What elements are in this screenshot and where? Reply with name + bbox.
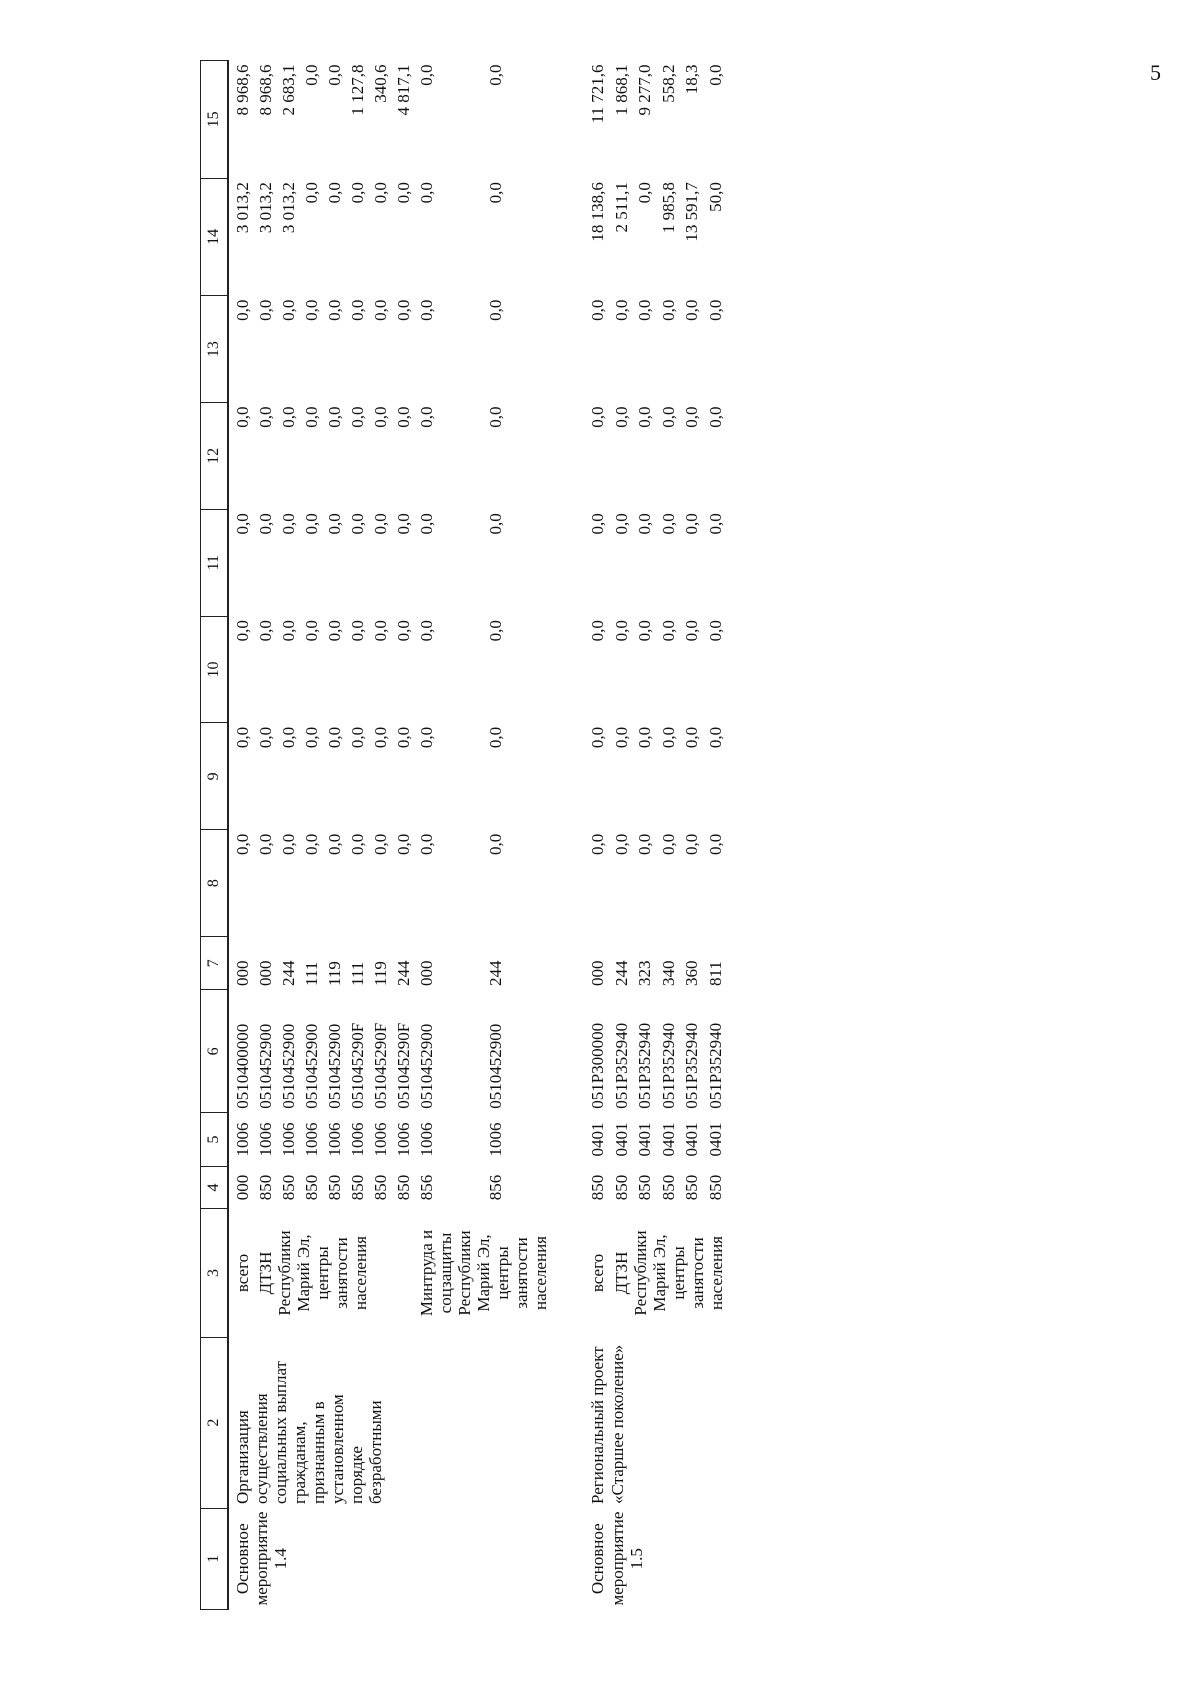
table-cell-col4: 000 bbox=[233, 1174, 252, 1201]
table-cell-col7: 811 bbox=[706, 961, 725, 986]
table-cell-col12: 0,0 bbox=[371, 406, 391, 428]
table-cell-col15: 558,2 bbox=[658, 64, 678, 103]
table-cell-col9: 0,0 bbox=[682, 726, 702, 749]
table-cell-col13: 0,0 bbox=[485, 299, 505, 321]
table-cell-col6: 0510452900 bbox=[417, 1023, 437, 1109]
table-cell-col14: 0,0 bbox=[394, 182, 414, 204]
table-cell-col11: 0,0 bbox=[706, 513, 725, 535]
table-cell-col13: 0,0 bbox=[325, 299, 345, 321]
table-cell-col10: 0,0 bbox=[682, 620, 702, 642]
table-cell-col12: 0,0 bbox=[706, 406, 725, 428]
table-cell-col7: 244 bbox=[485, 960, 505, 986]
table-cell-col14: 3 013,2 bbox=[279, 182, 299, 234]
table-cell-col5: 0401 bbox=[611, 1122, 631, 1157]
table-cell-col9: 0,0 bbox=[371, 726, 391, 749]
column-header-13: 13 bbox=[201, 296, 229, 403]
table-cell-col4: 850 bbox=[611, 1174, 631, 1201]
table-cell-col14: 0,0 bbox=[371, 182, 391, 204]
table-cell-col11: 0,0 bbox=[485, 513, 505, 535]
table-cell-col8: 0,0 bbox=[302, 833, 322, 855]
header-row bbox=[201, 61, 229, 1610]
table-cell-col11: 0,0 bbox=[658, 513, 678, 535]
table-cell-col12: 0,0 bbox=[394, 406, 414, 428]
table-cell-col5: 1006 bbox=[302, 1122, 322, 1157]
table-cell-col12: 0,0 bbox=[485, 406, 505, 428]
table-cell-col9: 0,0 bbox=[611, 726, 631, 749]
page-number: 5 bbox=[1150, 60, 1161, 85]
column-header-7: 7 bbox=[201, 937, 229, 990]
table-cell-col6: 051045290F bbox=[348, 1022, 368, 1109]
table-cell-col4: 850 bbox=[348, 1174, 368, 1201]
table-cell-col9: 0,0 bbox=[279, 726, 299, 749]
table-cell-col15: 0,0 bbox=[325, 64, 345, 86]
table-cell-col14: 0,0 bbox=[302, 182, 322, 204]
table-cell-col11: 0,0 bbox=[348, 513, 368, 535]
section-separator bbox=[550, 61, 584, 1610]
table-row bbox=[228, 61, 252, 1610]
table-body bbox=[228, 61, 726, 1610]
table-cell-col6: 0510400000 bbox=[233, 1023, 252, 1109]
table-cell-col7: 119 bbox=[325, 961, 345, 986]
column-header-14: 14 bbox=[201, 178, 229, 296]
table-cell-col5: 1006 bbox=[233, 1122, 252, 1157]
table-cell-col15: 4 817,1 bbox=[394, 64, 414, 116]
table-cell-col11: 0,0 bbox=[325, 513, 345, 535]
table-cell-col9: 0,0 bbox=[302, 726, 322, 749]
table-cell-col9: 0,0 bbox=[706, 726, 725, 749]
table-cell-col5: 1006 bbox=[485, 1122, 505, 1157]
table-cell-col7: 000 bbox=[256, 960, 276, 986]
table-cell-col13: 0,0 bbox=[256, 299, 276, 321]
table-cell-col13: 0,0 bbox=[233, 299, 252, 321]
table-cell-col15: 0,0 bbox=[706, 64, 725, 86]
table-cell-col15: 0,0 bbox=[302, 64, 322, 86]
table-cell-col8: 0,0 bbox=[233, 833, 252, 855]
responsible-executor: Минтруда и соцзащиты Республики Марий Эл, центры занятости населения bbox=[417, 1229, 551, 1317]
table-cell-col13: 0,0 bbox=[588, 299, 608, 321]
table-cell-col9: 0,0 bbox=[588, 726, 608, 749]
table-cell-col6: 051P352940 bbox=[611, 1022, 631, 1109]
table-cell-col12: 0,0 bbox=[658, 406, 678, 428]
table-cell-col4: 850 bbox=[371, 1174, 391, 1201]
table-cell-col14: 0,0 bbox=[635, 182, 655, 204]
table-cell-col5: 1006 bbox=[417, 1122, 437, 1157]
table-cell-col5: 0401 bbox=[682, 1122, 702, 1157]
table-cell-col8: 0,0 bbox=[417, 833, 437, 855]
table-cell-col12: 0,0 bbox=[611, 406, 631, 428]
table-cell-col10: 0,0 bbox=[371, 620, 391, 642]
table-cell-col5: 0401 bbox=[635, 1122, 655, 1157]
table-cell-col7: 119 bbox=[371, 961, 391, 986]
table-cell-col4: 850 bbox=[682, 1174, 702, 1201]
table-cell-col4: 850 bbox=[256, 1174, 276, 1201]
column-header-8: 8 bbox=[201, 830, 229, 937]
table-cell-col10: 0,0 bbox=[279, 620, 299, 642]
table-cell-col11: 0,0 bbox=[256, 513, 276, 535]
table-cell-col10: 0,0 bbox=[485, 620, 505, 642]
table-cell-col10: 0,0 bbox=[233, 620, 252, 642]
table-cell-col11: 0,0 bbox=[611, 513, 631, 535]
budget-table bbox=[200, 60, 726, 1610]
table-cell-col9: 0,0 bbox=[394, 726, 414, 749]
table-cell-col10: 0,0 bbox=[635, 620, 655, 642]
table-cell-col6: 051P352940 bbox=[682, 1022, 702, 1109]
column-header-11: 11 bbox=[201, 509, 229, 616]
table-cell-col5: 0401 bbox=[588, 1122, 608, 1157]
measure-number: Основное мероприятие 1.5 bbox=[588, 1511, 646, 1606]
table-cell-col5: 1006 bbox=[394, 1122, 414, 1157]
table-cell-col6: 051045290F bbox=[394, 1022, 414, 1109]
table-cell-col13: 0,0 bbox=[706, 299, 725, 321]
table-cell-col13: 0,0 bbox=[394, 299, 414, 321]
table-cell-col8: 0,0 bbox=[682, 833, 702, 855]
table-cell-col4: 856 bbox=[417, 1174, 437, 1201]
table-cell-col4: 850 bbox=[302, 1174, 322, 1201]
table-cell-col12: 0,0 bbox=[682, 406, 702, 428]
table-cell-col7: 111 bbox=[348, 961, 368, 986]
table-cell-col13: 0,0 bbox=[348, 299, 368, 321]
table-cell-col10: 0,0 bbox=[348, 620, 368, 642]
table-cell-col11: 0,0 bbox=[279, 513, 299, 535]
table-cell-col14: 50,0 bbox=[706, 182, 725, 212]
table-cell-col5: 1006 bbox=[371, 1122, 391, 1157]
column-header-15: 15 bbox=[201, 61, 229, 179]
budget-table-container bbox=[200, 60, 1200, 1610]
column-header-12: 12 bbox=[201, 402, 229, 509]
table-cell-col15: 18,3 bbox=[682, 64, 702, 95]
table-cell-col6: 051P300000 bbox=[588, 1022, 608, 1109]
table-cell-col14: 0,0 bbox=[348, 182, 368, 204]
table-cell-col12: 0,0 bbox=[348, 406, 368, 428]
table-cell-col10: 0,0 bbox=[302, 620, 322, 642]
table-cell-col4: 850 bbox=[635, 1174, 655, 1201]
table-row bbox=[584, 61, 607, 1610]
table-cell-col5: 0401 bbox=[706, 1122, 725, 1157]
table-cell-col10: 0,0 bbox=[325, 620, 345, 642]
table-cell-col10: 0,0 bbox=[417, 620, 437, 642]
table-cell-col14: 18 138,6 bbox=[588, 182, 608, 242]
table-cell-col6: 0510452900 bbox=[302, 1023, 322, 1109]
table-cell-col12: 0,0 bbox=[325, 406, 345, 428]
table-cell-col5: 1006 bbox=[325, 1122, 345, 1157]
table-cell-col11: 0,0 bbox=[635, 513, 655, 535]
table-cell-col7: 244 bbox=[279, 960, 299, 986]
table-cell-col12: 0,0 bbox=[635, 406, 655, 428]
measure-title: Организация осуществления социальных выплат гражданам, признанным в установленном порядке безработными bbox=[233, 1361, 386, 1505]
table-cell-col11: 0,0 bbox=[394, 513, 414, 535]
table-cell-col6: 051P352940 bbox=[635, 1022, 655, 1109]
table-cell-col14: 0,0 bbox=[485, 182, 505, 204]
table-cell-col15: 11 721,6 bbox=[588, 64, 608, 124]
column-header-2: 2 bbox=[201, 1337, 229, 1508]
table-cell-col9: 0,0 bbox=[348, 726, 368, 749]
table-cell-col13: 0,0 bbox=[279, 299, 299, 321]
table-cell-col8: 0,0 bbox=[611, 833, 631, 855]
table-cell-col8: 0,0 bbox=[279, 833, 299, 855]
table-cell-col9: 0,0 bbox=[233, 726, 252, 749]
table-cell-col6: 051P352940 bbox=[706, 1022, 725, 1109]
table-cell-col11: 0,0 bbox=[371, 513, 391, 535]
table-cell-col10: 0,0 bbox=[256, 620, 276, 642]
table-cell-col5: 1006 bbox=[348, 1122, 368, 1157]
table-cell-col6: 051P352940 bbox=[658, 1022, 678, 1109]
table-cell-col14: 1 985,8 bbox=[658, 182, 678, 234]
table-cell-col13: 0,0 bbox=[371, 299, 391, 321]
table-cell-col15: 1 868,1 bbox=[611, 64, 631, 116]
table-cell-col12: 0,0 bbox=[417, 406, 437, 428]
table-cell-col13: 0,0 bbox=[302, 299, 322, 321]
table-cell-col12: 0,0 bbox=[302, 406, 322, 428]
table-cell-col12: 0,0 bbox=[588, 406, 608, 428]
table-cell-col4: 850 bbox=[279, 1174, 299, 1201]
table-cell-col15: 340,6 bbox=[371, 64, 391, 103]
table-cell-col6: 0510452900 bbox=[256, 1023, 276, 1109]
table-cell-col7: 000 bbox=[233, 960, 252, 986]
table-cell-col14: 3 013,2 bbox=[233, 182, 252, 234]
table-cell-col14: 3 013,2 bbox=[256, 182, 276, 234]
table-cell-col4: 856 bbox=[485, 1174, 505, 1201]
table-cell-col4: 850 bbox=[588, 1174, 608, 1201]
table-cell-col14: 2 511,1 bbox=[611, 182, 631, 233]
table-cell-col8: 0,0 bbox=[588, 833, 608, 855]
table-cell-col11: 0,0 bbox=[302, 513, 322, 535]
table-cell-col4: 850 bbox=[658, 1174, 678, 1201]
table-cell-col5: 1006 bbox=[256, 1122, 276, 1157]
measure-number: Основное мероприятие 1.4 bbox=[233, 1511, 291, 1606]
table-cell-col7: 323 bbox=[635, 960, 655, 986]
responsible-executor: всего bbox=[588, 1253, 608, 1293]
table-cell-col6: 0510452900 bbox=[485, 1023, 505, 1109]
table-cell-col6: 0510452900 bbox=[325, 1023, 345, 1109]
table-cell-col8: 0,0 bbox=[706, 833, 725, 855]
table-cell-col12: 0,0 bbox=[256, 406, 276, 428]
table-cell-col13: 0,0 bbox=[611, 299, 631, 321]
table-cell-col9: 0,0 bbox=[256, 726, 276, 749]
table-cell-col12: 0,0 bbox=[279, 406, 299, 428]
column-header-6: 6 bbox=[201, 990, 229, 1113]
table-cell-col4: 850 bbox=[325, 1174, 345, 1201]
table-cell-col8: 0,0 bbox=[371, 833, 391, 855]
table-cell-col10: 0,0 bbox=[706, 620, 725, 642]
table-cell-col13: 0,0 bbox=[682, 299, 702, 321]
table-header bbox=[201, 61, 229, 1610]
column-header-3: 3 bbox=[201, 1209, 229, 1337]
table-cell-col9: 0,0 bbox=[658, 726, 678, 749]
column-header-1: 1 bbox=[201, 1508, 229, 1609]
table-cell-col8: 0,0 bbox=[485, 833, 505, 855]
table-cell-col8: 0,0 bbox=[394, 833, 414, 855]
table-cell-col15: 1 127,8 bbox=[348, 64, 368, 116]
table-cell-col5: 1006 bbox=[279, 1122, 299, 1157]
table-cell-col8: 0,0 bbox=[658, 833, 678, 855]
table-cell-col14: 0,0 bbox=[417, 182, 437, 204]
table-cell-col11: 0,0 bbox=[588, 513, 608, 535]
table-cell-col6: 0510452900 bbox=[279, 1023, 299, 1109]
column-header-10: 10 bbox=[201, 616, 229, 723]
responsible-executor: ДТЗН Республики Марий Эл, центры занятости населения bbox=[611, 1230, 726, 1316]
table-cell-col13: 0,0 bbox=[417, 299, 437, 321]
table-cell-col15: 0,0 bbox=[417, 64, 437, 86]
table-cell-col14: 0,0 bbox=[325, 182, 345, 204]
table-cell-col13: 0,0 bbox=[635, 299, 655, 321]
table-cell-col7: 340 bbox=[658, 960, 678, 986]
table-cell-col10: 0,0 bbox=[658, 620, 678, 642]
table-cell-col8: 0,0 bbox=[325, 833, 345, 855]
table-cell-col8: 0,0 bbox=[256, 833, 276, 855]
table-cell-col9: 0,0 bbox=[325, 726, 345, 749]
table-cell-col15: 0,0 bbox=[485, 64, 505, 86]
table-cell-col15: 8 968,6 bbox=[233, 64, 252, 116]
table-cell-col5: 0401 bbox=[658, 1122, 678, 1157]
column-header-4: 4 bbox=[201, 1166, 229, 1209]
table-cell-col9: 0,0 bbox=[417, 726, 437, 749]
responsible-executor: всего bbox=[233, 1253, 252, 1293]
table-cell-col13: 0,0 bbox=[658, 299, 678, 321]
table-cell-col15: 2 683,1 bbox=[279, 64, 299, 116]
table-cell-col4: 850 bbox=[706, 1174, 725, 1201]
table-cell-col11: 0,0 bbox=[417, 513, 437, 535]
table-cell-col7: 244 bbox=[394, 960, 414, 986]
table-cell-col9: 0,0 bbox=[485, 726, 505, 749]
table-cell-col4: 850 bbox=[394, 1174, 414, 1201]
table-cell-col10: 0,0 bbox=[394, 620, 414, 642]
table-cell-col10: 0,0 bbox=[588, 620, 608, 642]
responsible-executor: ДТЗН Республики Марий Эл, центры занятости населения bbox=[256, 1230, 371, 1316]
table-cell-col15: 8 968,6 bbox=[256, 64, 276, 116]
table-cell-col8: 0,0 bbox=[635, 833, 655, 855]
table-cell-col8: 0,0 bbox=[348, 833, 368, 855]
table-cell-col14: 13 591,7 bbox=[682, 182, 702, 242]
table-cell-col7: 360 bbox=[682, 960, 702, 986]
table-cell-col11: 0,0 bbox=[233, 513, 252, 535]
table-cell-col9: 0,0 bbox=[635, 726, 655, 749]
table-cell-col7: 244 bbox=[611, 960, 631, 986]
table-cell-col7: 000 bbox=[588, 960, 608, 986]
column-header-5: 5 bbox=[201, 1113, 229, 1166]
table-cell-col11: 0,0 bbox=[682, 513, 702, 535]
table-cell-col7: 111 bbox=[302, 961, 322, 986]
table-cell-col6: 051045290F bbox=[371, 1022, 391, 1109]
table-cell-col15: 9 277,0 bbox=[635, 64, 655, 116]
column-header-9: 9 bbox=[201, 723, 229, 830]
table-cell-col10: 0,0 bbox=[611, 620, 631, 642]
measure-title: Региональный проект «Старшее поколение» bbox=[588, 1344, 627, 1505]
table-cell-col12: 0,0 bbox=[233, 406, 252, 428]
table-cell-col7: 000 bbox=[417, 960, 437, 986]
